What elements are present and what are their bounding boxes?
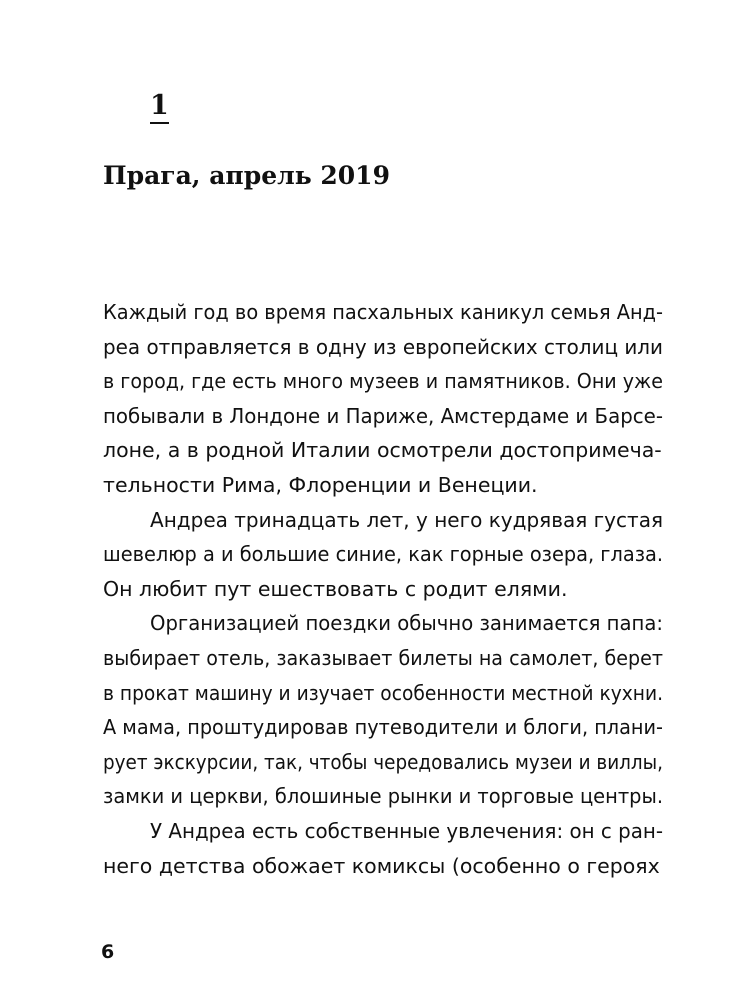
text-line: него детства обожает комиксы (особенно о героях <box>103 853 660 878</box>
text-line: У Андреа есть собственные увлечения: он с ран- <box>150 818 663 843</box>
text-line: рует экскурсии, так, чтобы чередовались музеи и виллы, <box>103 749 663 774</box>
text-line: Андреа тринадцать лет, у него кудрявая густая <box>150 507 663 532</box>
text-line: шевелюр а и большие синие, как горные озера, глаза. <box>103 542 663 567</box>
text-line: лоне, а в родной Италии осмотрели достопримеча- <box>103 438 662 463</box>
text-line: Каждый год во время пасхальных каникул семья Анд- <box>103 300 663 324</box>
text-line: в прокат машину и изучает особенности местной кухни. <box>103 680 663 705</box>
text-line: тельности Рима, Флоренции и Венеции. <box>103 472 538 497</box>
text-line: побывали в Лондоне и Париже, Амстердаме и Барсе- <box>103 403 663 428</box>
text-line: выбирает отель, заказывает билеты на самолет, берет <box>103 645 663 670</box>
text-line: замки и церкви, блошиные рынки и торговые центры. <box>103 784 663 809</box>
chapter-title: Прага, апрель 2019 <box>103 161 390 190</box>
text-line: А мама, проштудировав путеводители и блоги, плани- <box>103 715 663 740</box>
text-line: Организацией поездки обычно занимается папа: <box>150 611 663 636</box>
body-text <box>103 295 663 883</box>
text-line: в город, где есть много музеев и памятников. Они уже <box>103 369 663 394</box>
text-line: реа отправляется в одну из европейских столиц или <box>103 334 663 359</box>
chapter-number: 1 <box>150 92 169 124</box>
text-line: Он любит пут ешествовать с родит елями. <box>103 576 568 601</box>
page-number: 6 <box>101 941 115 963</box>
